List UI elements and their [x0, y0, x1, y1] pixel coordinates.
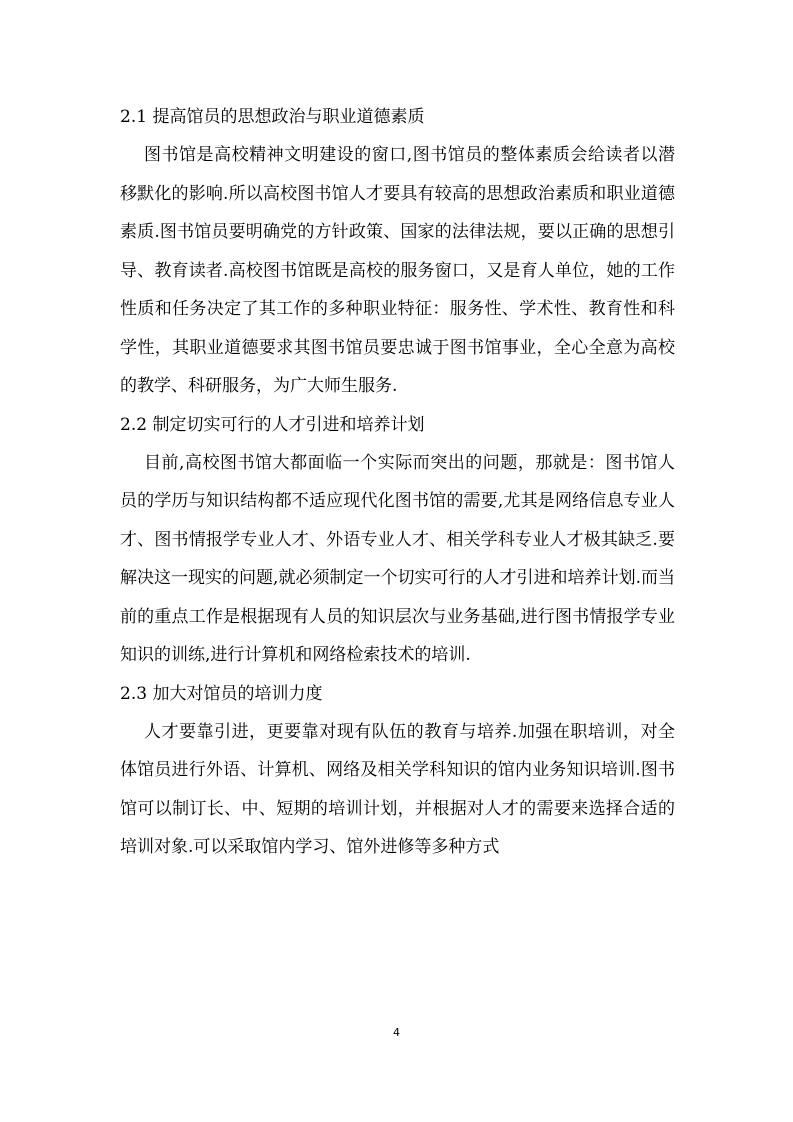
section-paragraph-2-2: 目前,高校图书馆大都面临一个实际而突出的问题，那就是：图书馆人员的学历与知识结构都不适应现代化图书馆的需要,尤其是网络信息专业人才、图书情报学专业人才、外语专业人才、相关学科专业人才极其缺乏.要解决这一现实的问题,就必须制定一个切实可行的人才引进和培养计划.而当前的重点工作是根据现有人员的知识层次与业务基础,进行图书情报学专业知识的训练,进行计算机和网络检索技术的培训.: [120, 452, 675, 665]
section-heading-2-2: 2.2 制定切实可行的人才引进和培养计划: [120, 414, 425, 435]
section-heading-2-3: 2.3 加大对馆员的培训力度: [120, 683, 323, 704]
page-number: 4: [393, 1026, 400, 1039]
section-paragraph-2-1: 图书馆是高校精神文明建设的窗口,图书馆员的整体素质会给读者以潜移默化的影响.所以高校图书馆人才要具有较高的思想政治素质和职业道德素质.图书馆员要明确党的方针政策、国家的法律法规，要以正确的思想引导、教育读者.高校图书馆既是高校的服务窗口，又是育人单位，她的工作性质和任务决定了其工作的多种职业特征：服务性、学术性、教育性和科学性，其职业道德要求其图书馆员要忠诚于图书馆事业，全心全意为高校的教学、科研服务，为广大师生服务.: [120, 145, 675, 396]
section-paragraph-2-3: 人才要靠引进，更要靠对现有队伍的教育与培养.加强在职培训，对全体馆员进行外语、计算机、网络及相关学科知识的馆内业务知识培训.图书馆可以制订长、中、短期的培训计划，并根据对人才的需要来选择合适的培训对象.可以采取馆内学习、馆外进修等多种方式: [120, 721, 675, 857]
page-body: [120, 98, 675, 867]
section-heading-2-1: 2.1 提高馆员的思想政治与职业道德素质: [120, 107, 425, 127]
